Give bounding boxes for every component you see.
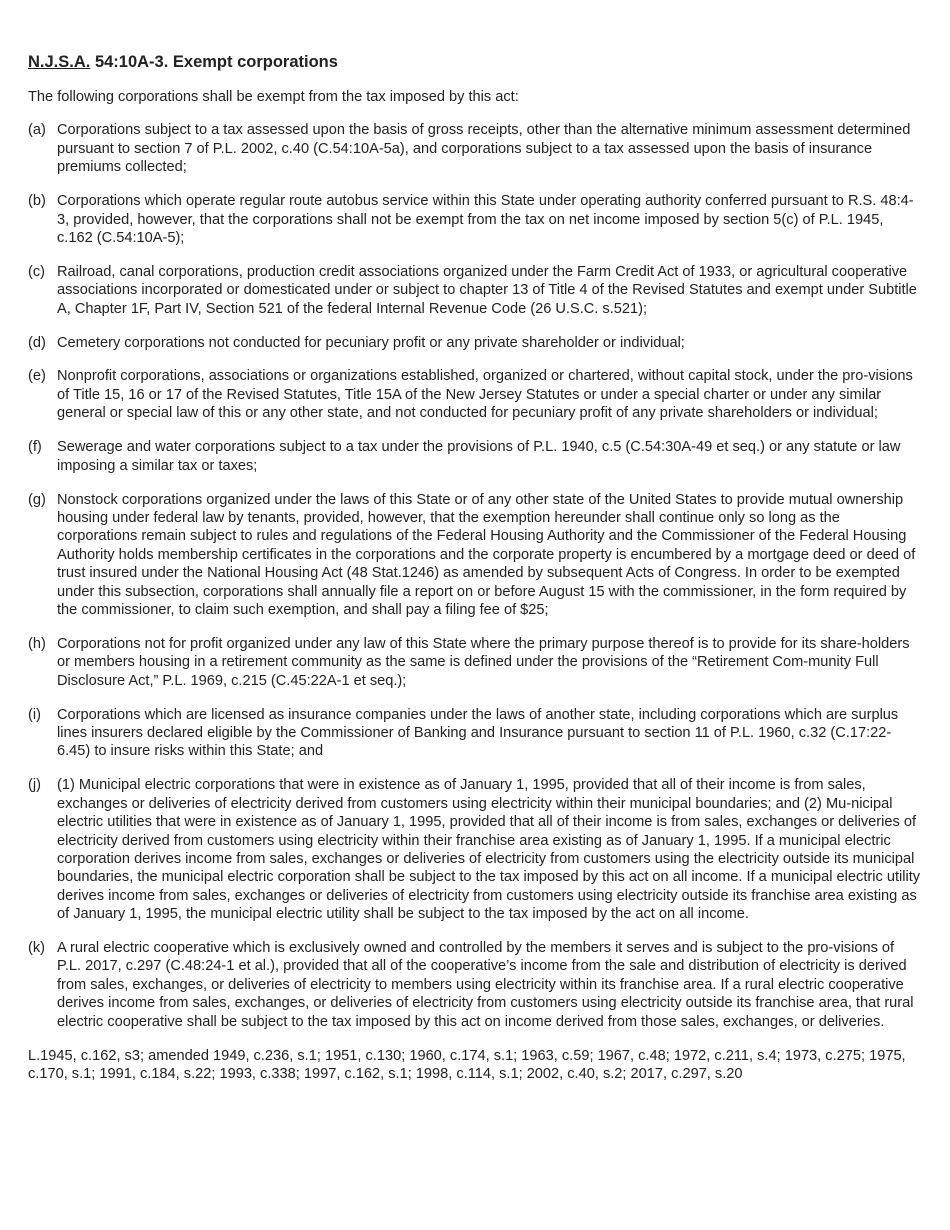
item-text: Corporations not for profit organized under any law of this State where the primary purpose thereof is to provide for its share-holders or members housing in a retirement community as the same is defined under the provisions of the “Retirement Com-munity Full Disclosure Act,” P.L. 1969, c.215 (C.45:22A-1 et seq.); [57,635,910,689]
list-item-d [28,334,922,352]
list-item-h [28,635,922,690]
item-marker: (d) [28,334,46,351]
list-item-b [28,192,922,247]
list-item-g [28,491,922,620]
item-text: Cemetery corporations not conducted for pecuniary profit or any private shareholder or individual; [57,334,685,351]
item-text: Nonstock corporations organized under the laws of this State or of any other state of the United States to provide mutual ownership housing under federal law by tenants, provided, however, that the exemption hereunder shall continue only so long as the corporations remain subject to rules and regulations of the Federal Housing Authority and the Commissioner of the Federal Housing Authority holds membership certificates in the corporations and the corporate property is encumbered by a mortgage deed or deed of trust insured under the National Housing Act (48 Stat.1246) as amended by subsequent Acts of Congress. In order to be exempted under this subsection, corporations shall annually file a report on or before August 15 with the commissioner, in the form required by the commissioner, to claim such exemption, and shall pay a filing fee of $25; [57,491,916,618]
item-marker: (i) [28,706,41,723]
item-text: Corporations subject to a tax assessed upon the basis of gross receipts, other than the alternative minimum assessment determined pursuant to section 7 of P.L. 2002, c.40 (C.54:10A-5a), and corporations subject to a tax assessed upon the basis of insurance premiums collected; [57,122,911,176]
exemption-list [28,121,922,1031]
item-text: Nonprofit corporations, associations or organizations established, organized or chartered, without capital stock, under the pro-visions of Title 15, 16 or 17 of the Revised Statutes, Title 15A of the New Jersey Statutes or under a special charter or under any similar general or special law of this or any other state, and not conducted for pecuniary profit of any private shareholders or individual; [57,368,913,422]
item-marker: (c) [28,263,46,280]
list-item-k [28,939,922,1031]
item-marker: (g) [28,491,46,508]
section-title: 54:10A-3. Exempt corporations [90,53,338,71]
item-text: Railroad, canal corporations, production credit associations organized under the Farm Credit Act of 1933, or agricultural cooperative associations incorporated or domesticated under or subject to chapter 13 of Title 4 of the Revised Statutes and exempt under Subtitle A, Chapter 1F, Part IV, Section 521 of the federal Internal Revenue Code (26 U.S.C. s.521); [57,263,917,317]
item-text: Corporations which are licensed as insurance companies under the laws of another state, including corporations which are surplus lines insurers declared eligible by the Commissioner of Banking and Insurance pursuant to section 11 of P.L. 1960, c.32 (C.17:22-6.45) to insure risks within this State; and [57,706,899,760]
statute-citation: N.J.S.A. [28,53,91,71]
item-marker: (h) [28,635,46,652]
list-item-e [28,367,922,422]
legislative-history: L.1945, c.162, s3; amended 1949, c.236, s.1; 1951, c.130; 1960, c.174, s.1; 1963, c.59; 1967, c.48; 1972, c.211, s.4; 1973, c.275; 1975, c.170, s.1; 1991, c.184, s.22; 1993, c.338; 1997, c.162, s.1; 1998, c.114, s.1; 2002, c.40, s.2; 2017, c.297, s.20 [28,1047,906,1082]
section-heading [28,52,922,72]
intro-paragraph: The following corporations shall be exempt from the tax imposed by this act: [28,89,519,105]
list-item-a [28,121,922,176]
item-text: Corporations which operate regular route autobus service within this State under operating authority conferred pursuant to R.S. 48:4-3, provided, however, that the corporations shall not be exempt from the tax on net income imposed by section 5(c) of P.L. 1945, c.162 (C.54:10A-5); [57,193,914,246]
item-text: A rural electric cooperative which is exclusively owned and controlled by the members it serves and is subject to the pro-visions of P.L. 2017, c.297 (C.48:24-1 et al.), provided that all of the cooperative’s income from the sale and distribution of electricity is derived from sales, exchanges, or deliveries of electricity to members using electricity within its franchise area. If a rural electric cooperative derives income from sales, exchanges, or deliveries of electricity from customers using electricity outside its franchise area, that rural electric cooperative shall be subject to the tax imposed by this act on income derived from those sales, exchanges, or deliveries. [57,940,914,1030]
list-item-c [28,263,922,318]
item-marker: (e) [28,368,46,385]
list-item-f [28,438,922,475]
item-text: (1) Municipal electric corporations that were in existence as of January 1, 1995, provided that all of their income is from sales, exchanges or deliveries of electricity derived from customers using electricity within their municipal boundaries; and (2) Mu-nicipal electric utilities that were in existence as of January 1, 1995, provided that all of their income is from sales, exchanges or deliveries of electricity derived from customers using electricity within their franchise area existing as of January 1, 1995. If a municipal electric corporation derives income from sales, exchanges or deliveries of electricity from customers using the electricity outside its municipal boundaries, the municipal electric corporation shall be subject to the tax imposed by this act on all income. If a municipal electric utility derives income from sales, exchanges or deliveries of electricity from customers using electricity outside its franchise area existing as of January 1, 1995, the municipal electric utility shall be subject to the tax imposed by the act on all income. [57,777,921,923]
list-item-i [28,706,922,761]
item-marker: (j) [28,777,41,794]
item-text: Sewerage and water corporations subject to a tax under the provisions of P.L. 1940, c.5 (C.54:30A-49 et seq.) or any statute or law imposing a similar tax or taxes; [57,439,901,474]
item-marker: (k) [28,940,46,957]
item-marker: (b) [28,193,46,210]
item-marker: (a) [28,122,46,139]
list-item-j [28,776,922,923]
item-marker: (f) [28,439,42,456]
